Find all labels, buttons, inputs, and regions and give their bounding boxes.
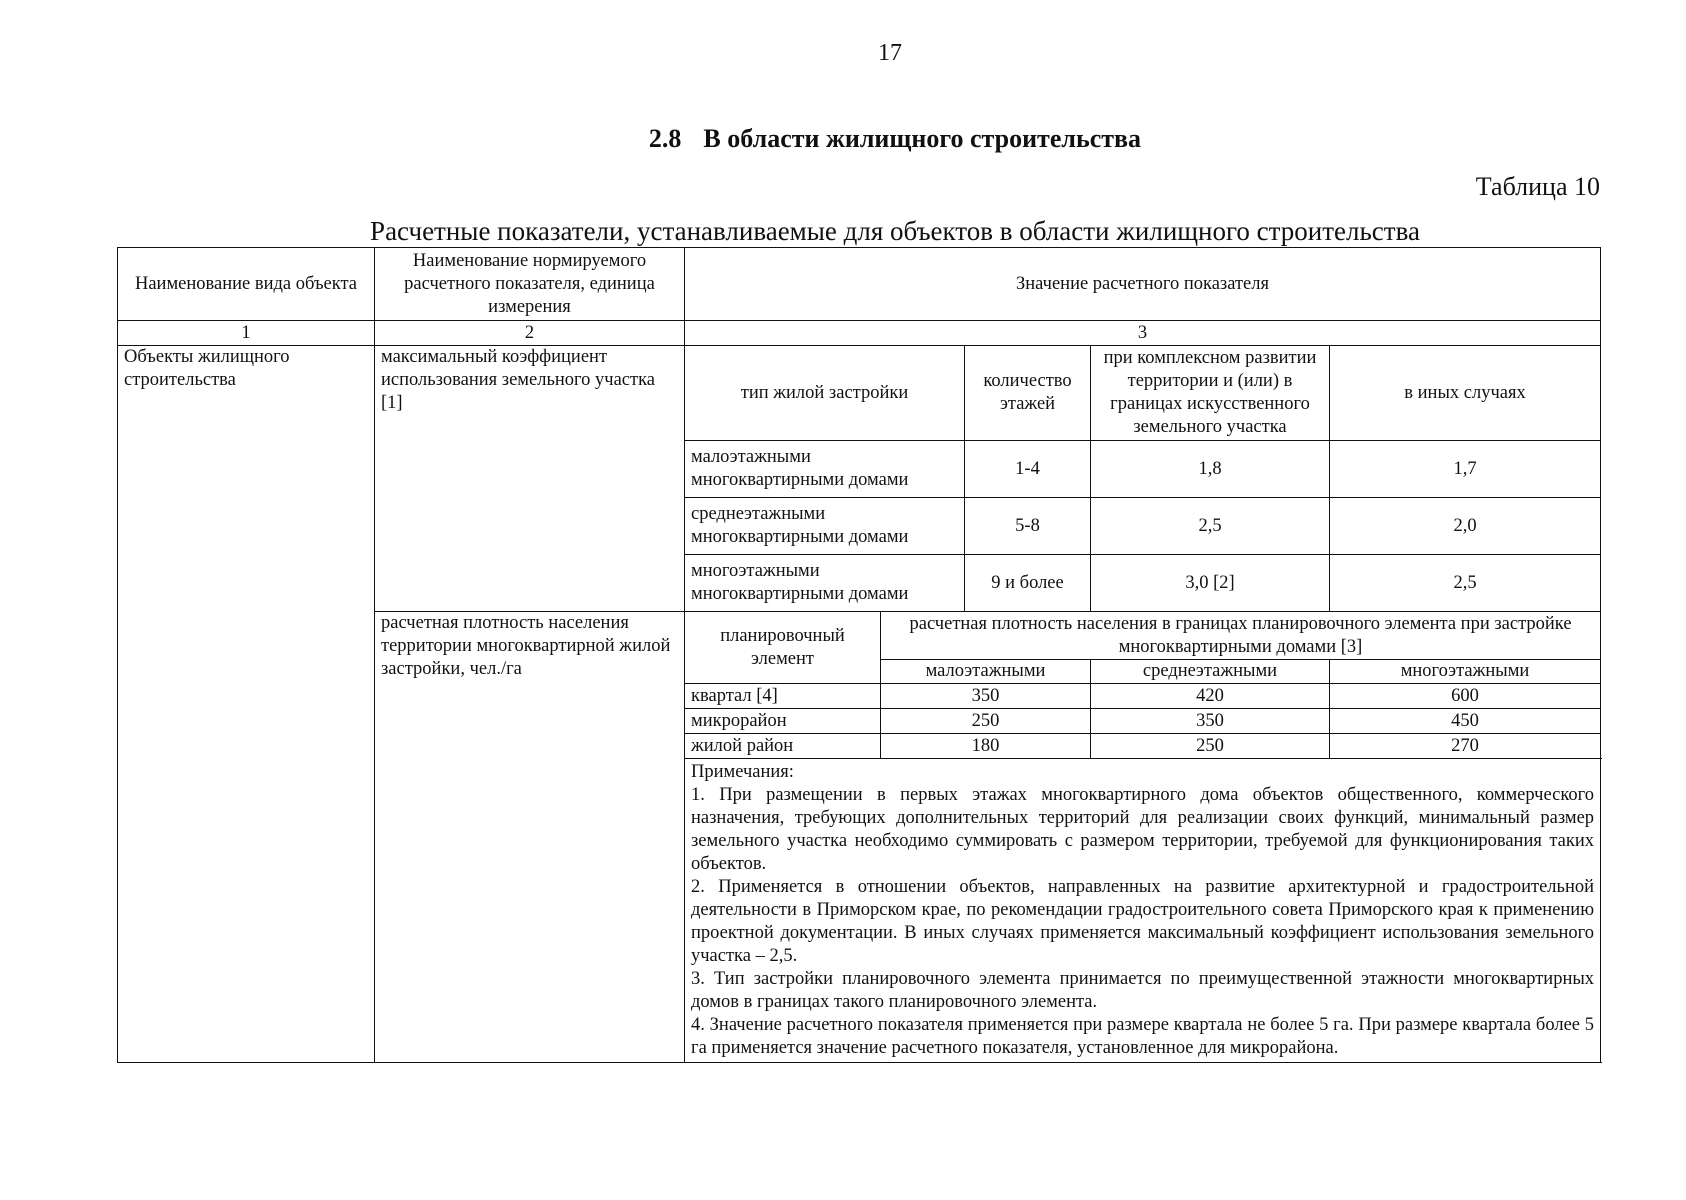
coef-row-complex: 2,5 (1091, 498, 1330, 555)
density-row-low: 180 (881, 734, 1091, 759)
note-item: 4. Значение расчетного показателя применяется при размере квартала не более 5 га. При размере квартала более 5 га применяется значение расчетного показателя, установленное для микрорайона. (691, 1015, 1595, 1058)
density-col-low: малоэтажными (881, 660, 1091, 684)
coef-row-floors: 5-8 (965, 498, 1091, 555)
density-col-high: многоэтажными (1330, 660, 1601, 684)
table-caption: Расчетные показатели, устанавливаемые для объектов в области жилищного строительства (370, 216, 1420, 246)
page-number: 17 (878, 40, 902, 66)
note-item: 1. При размещении в первых этажах многоквартирного дома объектов общественного, коммерческого назначения, требующих дополнительных территорий для реализации своих функций, минимальный размер земельного участка необходимо суммировать с размером территории, требуемой для функционирования таких объектов. (691, 785, 1595, 874)
coef-row-other: 2,5 (1330, 555, 1601, 612)
density-row-mid: 350 (1091, 709, 1330, 734)
note-item: 3. Тип застройки планировочного элемента принимается по преимущественной этажности многоквартирных домов в границах такого планировочного элемента. (691, 969, 1595, 1012)
notes-cell (685, 759, 1601, 1063)
header-row (118, 248, 1601, 321)
indicators-table (117, 247, 1601, 1063)
header-value: Значение расчетного показателя (685, 248, 1601, 321)
density-row-name: квартал [4] (685, 684, 881, 709)
header-number-row (118, 321, 1601, 346)
density-row-name: жилой район (685, 734, 881, 759)
coef-subheader-type: тип жилой застройки (685, 346, 965, 441)
section-title: В области жилищного строительства (703, 124, 1142, 153)
coef-row-floors: 1-4 (965, 441, 1091, 498)
coef-indicator-cell: максимальный коэффициент использования земельного участка [1] (375, 346, 685, 612)
coef-row-complex: 3,0 [2] (1091, 555, 1330, 612)
density-row-low: 350 (881, 684, 1091, 709)
section-number: 2.8 (648, 124, 682, 153)
coef-row-type: многоэтажными многоквартирными домами (685, 555, 965, 612)
header-num-1: 1 (118, 321, 375, 346)
table-number: Таблица 10 (1475, 172, 1600, 201)
density-indicator-cell: расчетная плотность населения территории многоквартирной жилой застройки, чел./га (375, 612, 685, 1063)
notes-title: Примечания: (691, 762, 794, 782)
coef-row-other: 1,7 (1330, 441, 1601, 498)
density-plan-element-header: планировочный элемент (685, 612, 881, 684)
section-heading (0, 124, 1686, 154)
object-type-cell: Объекты жилищного строительства (118, 346, 375, 1063)
density-row-low: 250 (881, 709, 1091, 734)
coef-row-floors: 9 и более (965, 555, 1091, 612)
density-row-mid: 250 (1091, 734, 1330, 759)
coef-row-type: среднеэтажными многоквартирными домами (685, 498, 965, 555)
note-item: 2. Применяется в отношении объектов, направленных на развитие архитектурной и градостроительной деятельности в Приморском крае, по рекомендации градостроительного совета Приморского края к применению проектной документации. В иных случаях применяется максимальный коэффициент использования земельного участка – 2,5. (691, 877, 1595, 966)
coef-subheader-complex: при комплексном развитии территории и (или) в границах искусственного земельного участка (1091, 346, 1330, 441)
density-group-header: расчетная плотность населения в границах планировочного элемента при застройке многоквартирными домами [3] (881, 612, 1601, 660)
density-col-mid: среднеэтажными (1091, 660, 1330, 684)
header-num-2: 2 (375, 321, 685, 346)
coef-row-other: 2,0 (1330, 498, 1601, 555)
density-row-high: 270 (1330, 734, 1601, 759)
header-object-type: Наименование вида объекта (118, 248, 375, 321)
coef-row-complex: 1,8 (1091, 441, 1330, 498)
density-row-mid: 420 (1091, 684, 1330, 709)
density-row-name: микрорайон (685, 709, 881, 734)
coef-row-type: малоэтажными многоквартирными домами (685, 441, 965, 498)
coef-subheader-other: в иных случаях (1330, 346, 1601, 441)
header-num-3: 3 (685, 321, 1601, 346)
density-row-high: 600 (1330, 684, 1601, 709)
header-indicator: Наименование нормируемого расчетного показателя, единица измерения (375, 248, 685, 321)
coef-subheader-floors: количество этажей (965, 346, 1091, 441)
density-row-high: 450 (1330, 709, 1601, 734)
coef-subheader-row (118, 346, 1601, 441)
